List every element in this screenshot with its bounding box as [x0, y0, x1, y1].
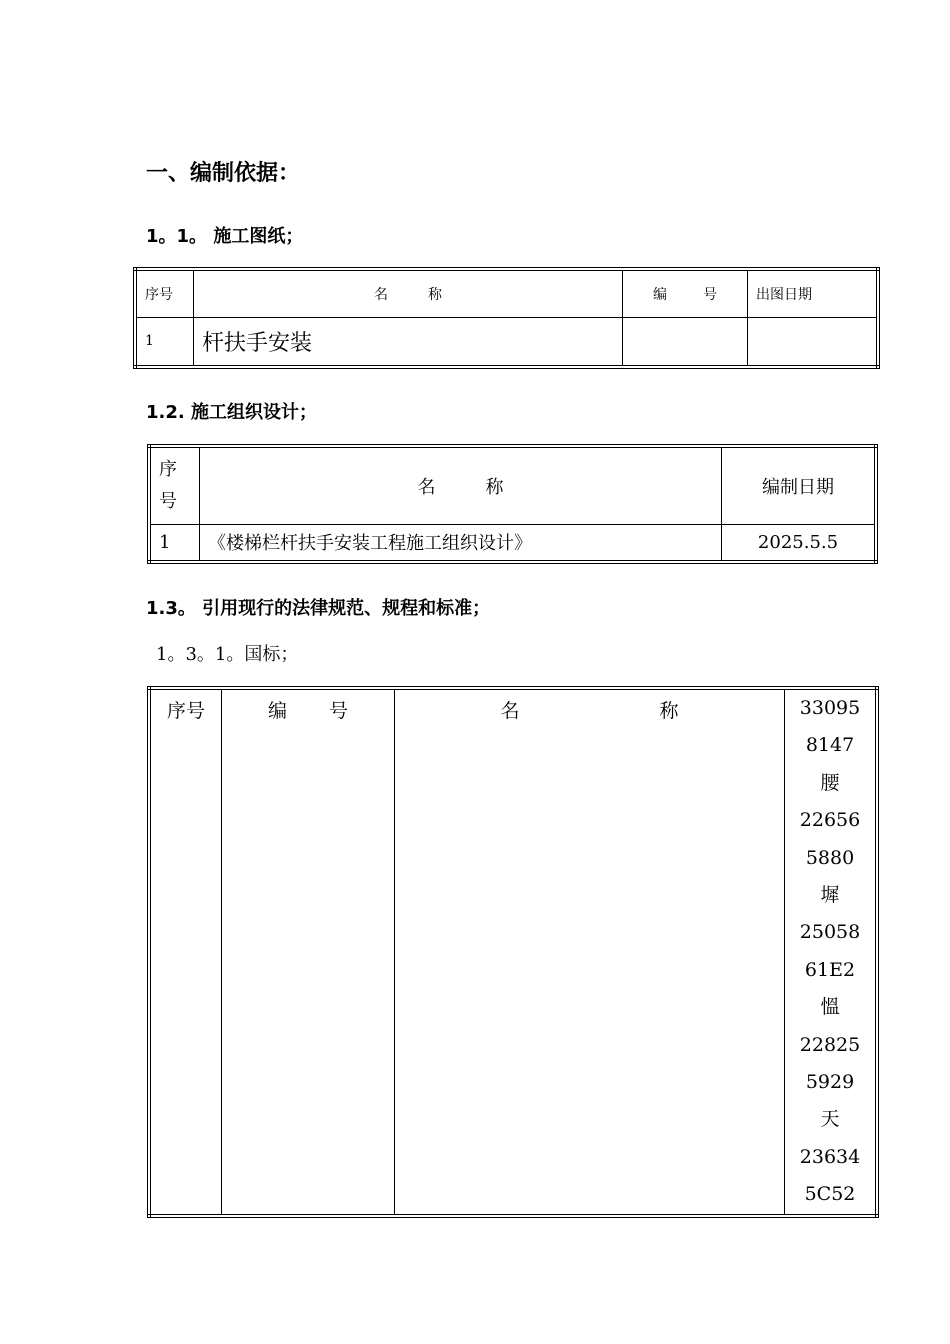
section-heading: 一、编制依据：	[146, 161, 301, 186]
header-char: 编	[653, 286, 667, 303]
cell-no: 1	[149, 524, 200, 562]
header-char: 名	[417, 476, 436, 498]
header-char: 号	[703, 286, 717, 303]
org-design-table	[147, 444, 878, 564]
col-code	[623, 269, 748, 317]
list-item: 5880	[805, 846, 855, 869]
col-no	[149, 446, 200, 524]
header-char: 号	[329, 700, 349, 722]
col-code	[222, 688, 395, 1216]
standards-title: 1.3。 引用现行的法律规范、规程和标准；	[146, 598, 491, 619]
list-item: 8147	[805, 734, 855, 757]
col-date: 编制日期	[722, 446, 877, 524]
cell-name: 《楼梯栏杆扶手安装工程施工组织设计》	[200, 524, 722, 562]
cell-date	[748, 317, 879, 367]
col-last	[785, 688, 878, 1216]
col-no: 序号	[135, 269, 194, 317]
col-name	[395, 688, 785, 1216]
drawings-table	[133, 267, 880, 369]
col-no: 序号	[149, 688, 222, 1216]
list-item: 墀	[820, 884, 840, 907]
header-char: 序	[159, 458, 177, 480]
table-row	[135, 317, 878, 367]
list-item: 5929	[805, 1071, 855, 1094]
list-item: 33095	[799, 697, 861, 719]
header-char: 编	[267, 700, 287, 722]
drawings-title: 1。1。 施工图纸；	[146, 226, 304, 247]
header-char: 称	[428, 286, 442, 303]
header-char: 名	[500, 700, 520, 722]
header-char: 名	[374, 286, 388, 303]
cell-name: 杆扶手安装	[194, 317, 623, 367]
table-header-row	[135, 269, 878, 317]
header-char: 号	[159, 490, 177, 512]
col-date: 出图日期	[748, 269, 879, 317]
list-item: 23634	[799, 1145, 861, 1168]
col-name	[194, 269, 623, 317]
header-char: 称	[485, 476, 504, 498]
national-standards-subtitle: 1。3。1。国标；	[156, 644, 299, 665]
table-row	[149, 688, 877, 1216]
org-design-title: 1.2. 施工组织设计；	[146, 402, 317, 423]
table-header-row	[149, 446, 876, 524]
col-name	[200, 446, 722, 524]
cell-no: 1	[135, 317, 194, 367]
cell-code	[623, 317, 748, 367]
list-item: 25058	[799, 921, 861, 944]
list-item: 腰	[820, 771, 840, 794]
list-item: 慍	[820, 996, 840, 1019]
list-item: 22656	[799, 809, 861, 832]
list-item: 61E2	[804, 958, 856, 981]
list-item: 22825	[799, 1033, 861, 1056]
list-item: 5C52	[804, 1183, 856, 1206]
list-item: 天	[820, 1108, 840, 1131]
table-row	[149, 524, 876, 562]
standards-table	[147, 686, 879, 1218]
cell-date: 2025.5.5	[722, 524, 877, 562]
header-char: 称	[659, 700, 679, 722]
